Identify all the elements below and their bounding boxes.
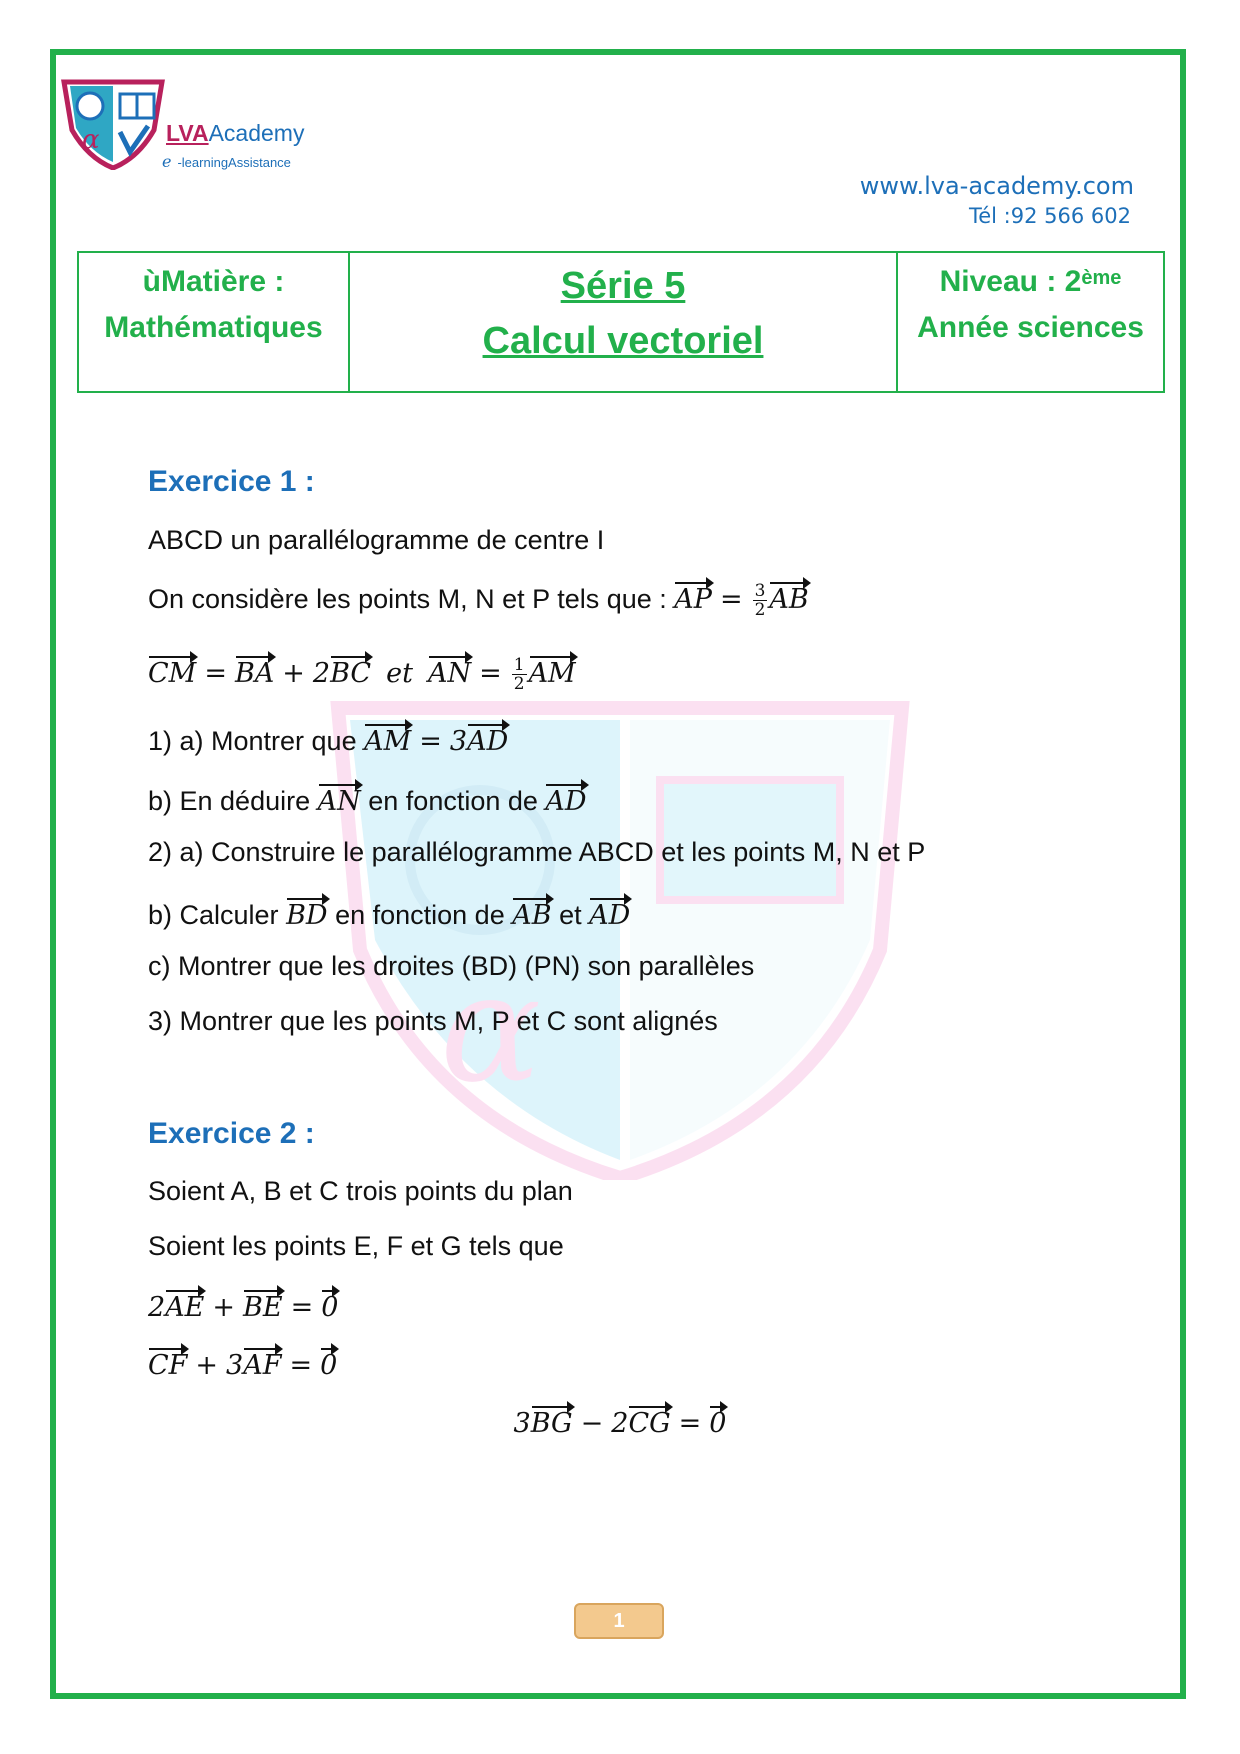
- exercise2-title: Exercice 2 :: [148, 1117, 315, 1150]
- svg-text:α: α: [82, 125, 100, 155]
- watermark-logo-icon: [330, 700, 910, 1180]
- topic-title: Calcul vectoriel: [482, 320, 764, 362]
- ex2-line1: Soient A, B et C trois points du plan: [148, 1176, 573, 1206]
- academy-logo-icon: [58, 78, 168, 170]
- ex2-eq3: 3BG − 2CG = 0: [0, 1404, 1240, 1439]
- subject-cell: [79, 253, 350, 391]
- ex2-eq1: 2AE + BE = 0: [148, 1288, 338, 1323]
- title-cell: [350, 253, 898, 391]
- ex1-line3: CM = BA + 2BC et AN = $\frac{1}{2}$ AM: [148, 655, 576, 695]
- svg-text:α: α: [440, 942, 542, 1116]
- level-cell: [898, 253, 1163, 391]
- ex1-q2b: b) Calculer BD en fonction de AB et AD: [148, 896, 630, 931]
- page-number: 1: [574, 1603, 664, 1639]
- subject-label: ùMatière :: [142, 265, 285, 298]
- ex1-line1: ABCD un parallélogramme de centre I: [148, 525, 605, 555]
- subject-value: Mathématiques: [104, 311, 323, 344]
- brand-tagline: e -learningAssistance: [162, 152, 291, 171]
- brand-name: LVAAcademy: [166, 120, 305, 146]
- ex1-q2c: c) Montrer que les droites (BD) (PN) son parallèles: [148, 951, 755, 981]
- ex1-q1b: b) En déduire AN en fonction de AD: [148, 782, 587, 817]
- level-label: Niveau : 2: [939, 265, 1082, 298]
- level-sup: ème: [1081, 267, 1122, 289]
- phone-number: Tél :92 566 602: [968, 204, 1131, 228]
- ex1-q1a: 1) a) Montrer que AM = 3AD: [148, 722, 508, 757]
- ex2-line2: Soient les points E, F et G tels que: [148, 1231, 564, 1261]
- website-link[interactable]: www.lva-academy.com: [859, 172, 1134, 200]
- ex2-eq2: CF + 3AF = 0: [148, 1346, 337, 1381]
- ex1-q3: 3) Montrer que les points M, P et C sont alignés: [148, 1006, 718, 1036]
- header-table: [77, 251, 1165, 393]
- ex1-q2a: 2) a) Construire le parallélogramme ABCD et les points M, N et P: [148, 837, 926, 867]
- ex1-line2: On considère les points M, N et P tels que : AP = $\frac{3}{2}$ AB: [148, 581, 809, 621]
- exercise1-title: Exercice 1 :: [148, 465, 315, 498]
- level-value: Année sciences: [917, 311, 1144, 344]
- series-title: Série 5: [560, 265, 686, 307]
